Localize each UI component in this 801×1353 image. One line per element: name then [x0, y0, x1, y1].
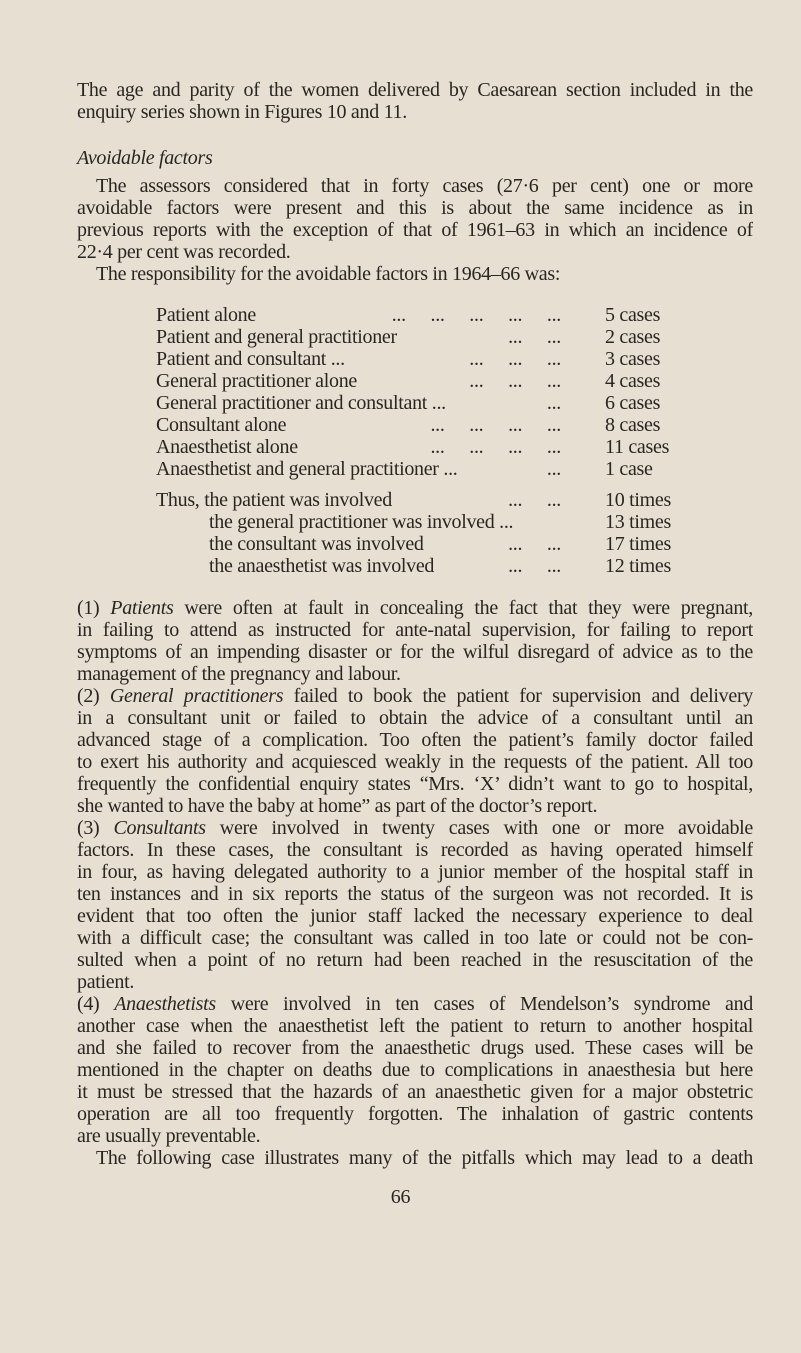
table-row	[156, 392, 676, 414]
text: were involved in twenty cases with one or more avoidable	[219, 817, 753, 839]
point-first-line	[77, 597, 753, 619]
text: failed to book the patient for supervision and delivery	[293, 685, 753, 707]
text-line: The assessors considered that in forty cases (27·6 per cent) one or more	[96, 175, 753, 197]
row-label: Patient and consultant ...	[156, 348, 345, 370]
leader-dots: ... ... ... ...	[430, 436, 561, 458]
row-value: 11 cases	[605, 436, 670, 458]
row-label: Anaesthetist alone	[156, 436, 298, 458]
text-line: avoidable factors were present and this is about the same incidence as in	[77, 197, 753, 219]
point-number: (2)	[77, 685, 100, 707]
text-line: mentioned in the chapter on deaths due to complications in anaesthesia but here	[77, 1059, 753, 1081]
text-line: operation are all too frequently forgotten. The inhalation of gastric contents	[77, 1103, 753, 1125]
point-subject: Consultants	[113, 817, 206, 839]
text-line: The age and parity of the women delivered by Caesarean section included in the	[77, 79, 753, 101]
text-line: ten instances and in six reports the status of the surgeon was not recorded. It is	[77, 883, 753, 905]
row-label: Patient alone	[156, 304, 256, 326]
text-line: are usually preventable.	[77, 1125, 261, 1147]
avoidable-factors-paragraph	[77, 175, 753, 285]
row-value: 12 times	[605, 555, 671, 577]
text: were often at fault in concealing the fact that they were pregnant,	[184, 597, 753, 619]
row-label: the anaesthetist was involved	[209, 555, 435, 577]
text-line: with a difficult case; the consultant was called in too late or could not be con-	[77, 927, 753, 949]
row-label: the consultant was involved	[209, 533, 424, 555]
section-heading: Avoidable factors	[77, 147, 213, 169]
row-label: the general practitioner was involved ...	[209, 511, 514, 533]
text-line: it must be stressed that the hazards of an anaesthetic given for a major obstetric	[77, 1081, 753, 1103]
leader-dots: ... ...	[508, 489, 561, 511]
text-line: 22·4 per cent was recorded.	[77, 241, 291, 263]
closing-line: The following case illustrates many of the pitfalls which may lead to a death	[96, 1147, 753, 1169]
table-row	[156, 436, 676, 458]
text-line: previous reports with the exception of that of 1961–63 in which an incidence of	[77, 219, 753, 241]
text-line: symptoms of an impending disaster or for the wilful disregard of advice as to the	[77, 641, 753, 663]
text-line: and she failed to recover from the anaesthetic drugs used. These cases will be	[77, 1037, 753, 1059]
point-subject: Anaesthetists	[114, 993, 216, 1015]
table-row	[156, 348, 676, 370]
leader-dots: ... ... ...	[469, 348, 561, 370]
row-value: 3 cases	[605, 348, 661, 370]
text-line: in four, as having delegated authority to a junior member of the hospital staff in	[77, 861, 753, 883]
text-line: factors. In these cases, the consultant is recorded as having operated himself	[77, 839, 753, 861]
point-first-line	[77, 993, 753, 1015]
row-value: 4 cases	[605, 370, 661, 392]
row-label: General practitioner and consultant ...	[156, 392, 446, 414]
leader-dots: ... ... ...	[469, 370, 561, 392]
point-first-line	[77, 817, 753, 839]
table-row	[156, 414, 676, 436]
text-line: in failing to attend as instructed for ante-natal supervision, for failing to report	[77, 619, 753, 641]
row-label: Patient and general practitioner	[156, 326, 397, 348]
row-label: General practitioner alone	[156, 370, 357, 392]
row-value: 1 case	[605, 458, 653, 480]
leader-dots: ... ... ... ...	[430, 414, 561, 436]
text-line: enquiry series shown in Figures 10 and 11.	[77, 101, 407, 123]
page-number: 66	[390, 1186, 411, 1208]
text-line: to exert his authority and acquiesced weakly in the requests of the patient. All too	[77, 751, 753, 773]
row-value: 5 cases	[605, 304, 661, 326]
point-first-line	[77, 685, 753, 707]
table-row	[156, 458, 676, 480]
table-row	[156, 326, 676, 348]
leader-dots: ...	[546, 392, 561, 414]
text-line: frequently the confidential enquiry states “Mrs. ‘X’ didn’t want to go to hospital,	[77, 773, 753, 795]
row-value: 17 times	[605, 533, 671, 555]
text-line: another case when the anaesthetist left the patient to return to another hospital	[77, 1015, 753, 1037]
point-number: (3)	[77, 817, 100, 839]
table-row	[156, 370, 676, 392]
numbered-points	[77, 597, 753, 1169]
leader-dots: ... ...	[508, 555, 561, 577]
table-row	[156, 533, 676, 555]
row-value: 8 cases	[605, 414, 661, 436]
leader-dots: ... ...	[508, 533, 561, 555]
text-line: advanced stage of a complication. Too often the patient’s family doctor failed	[77, 729, 753, 751]
row-value: 2 cases	[605, 326, 661, 348]
text-line: The responsibility for the avoidable factors in 1964–66 was:	[96, 263, 561, 285]
row-value: 10 times	[605, 489, 671, 511]
point-subject: General practitioners	[109, 685, 284, 707]
row-value: 13 times	[605, 511, 671, 533]
point-number: (4)	[77, 993, 100, 1015]
row-label: Thus, the patient was involved	[156, 489, 392, 511]
table-row	[156, 511, 676, 533]
point-subject: Patients	[110, 597, 174, 619]
text-line: in a consultant unit or failed to obtain the advice of a consultant until an	[77, 707, 753, 729]
table-row	[156, 489, 676, 511]
table-row	[156, 555, 676, 577]
text-line: she wanted to have the baby at home” as part of the doctor’s report.	[77, 795, 598, 817]
text-line: evident that too often the junior staff lacked the necessary experience to deal	[77, 905, 753, 927]
text-line: management of the pregnancy and labour.	[77, 663, 401, 685]
leader-dots: ... ... ... ... ...	[391, 304, 561, 326]
leader-dots: ...	[546, 458, 561, 480]
intro-paragraph	[77, 79, 753, 123]
table-row	[156, 304, 676, 326]
text-line: sulted when a point of no return had been reached in the resuscitation of the	[77, 949, 753, 971]
text: were involved in ten cases of Mendelson’s syndrome and	[230, 993, 753, 1015]
leader-dots: ... ...	[508, 326, 561, 348]
row-label: Consultant alone	[156, 414, 287, 436]
text-line: patient.	[77, 971, 135, 993]
row-label: Anaesthetist and general practitioner ...	[156, 458, 458, 480]
point-number: (1)	[77, 597, 100, 619]
row-value: 6 cases	[605, 392, 661, 414]
